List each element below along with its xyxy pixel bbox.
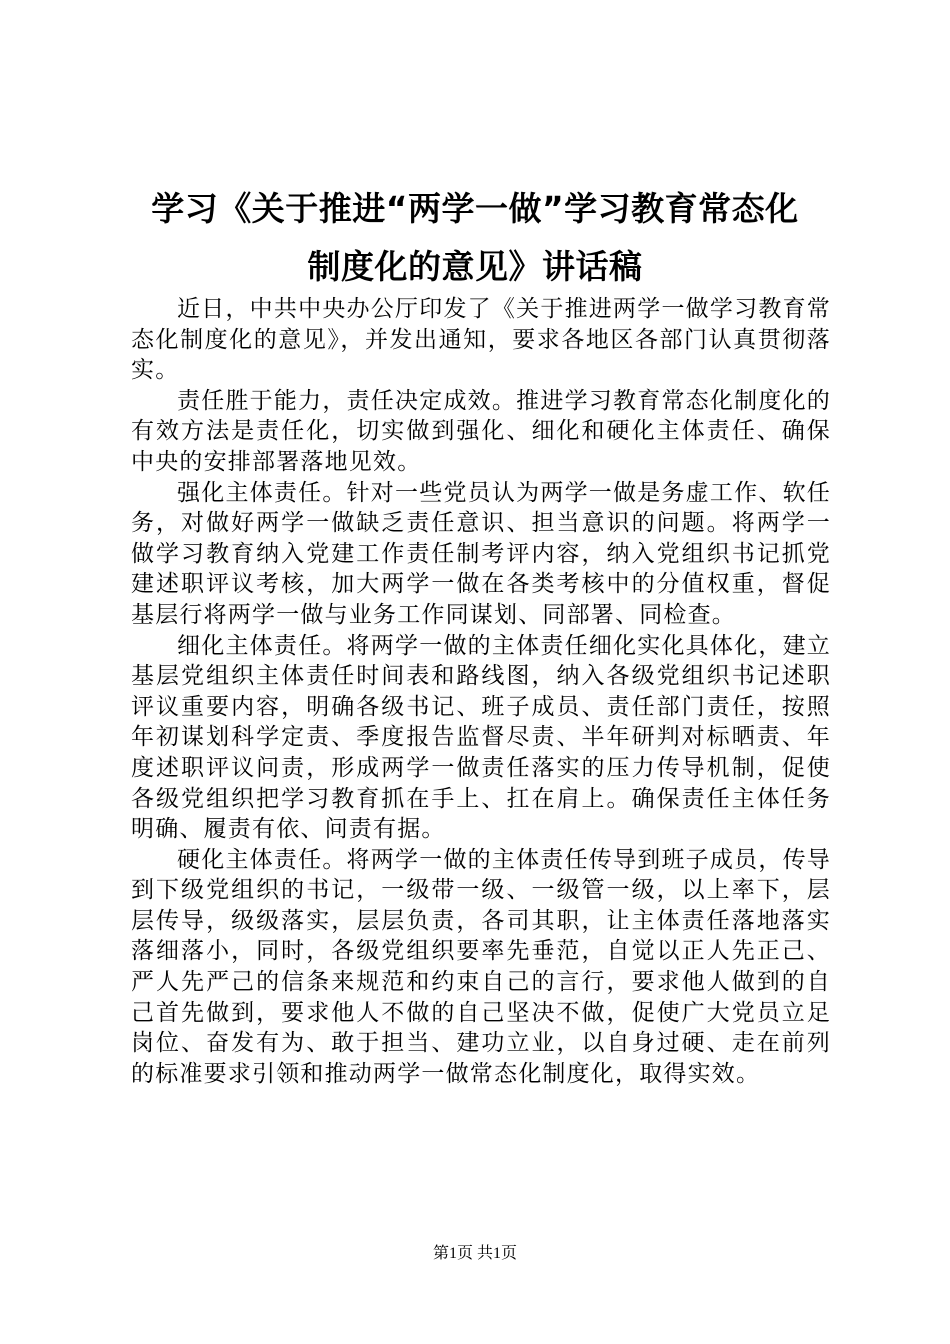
title-line-1: 学习《关于推进“两学一做”学习教育常态化 [151,189,799,228]
document-title [100,180,850,296]
paragraph: 细化主体责任。将两学一做的主体责任细化实化具体化，建立基层党组织主体责任时间表和路线图，纳入各级党组织书记述职评议重要内容，明确各级书记、班子成员、责任部门责任，按照年初谋划科学定责、季度报告监督尽责、半年研判对标晒责、年度述职评议问责，形成两学一做责任落实的压力传导机制，促使各级党组织把学习教育抓在手上、扛在肩上。确保责任主体任务明确、履责有依、问责有据。 [131,632,831,843]
paragraph: 硬化主体责任。将两学一做的主体责任传导到班子成员，传导到下级党组织的书记，一级带一级、一级管一级，以上率下，层层传导，级级落实，层层负责，各司其职，让主体责任落地落实落细落小，同时，各级党组织要率先垂范，自觉以正人先正己、严人先严己的信条来规范和约束自己的言行，要求他人做到的自己首先做到，要求他人不做的自己坚决不做，促使广大党员立足岗位、奋发有为、敢于担当、建功立业，以自身过硬、走在前列的标准要求引领和推动两学一做常态化制度化，取得实效。 [131,846,831,1087]
title-line-2: 制度化的意见》讲话稿 [307,247,643,286]
paragraph: 强化主体责任。针对一些党员认为两学一做是务虚工作、软任务，对做好两学一做缺乏责任意识、担当意识的问题。将两学一做学习教育纳入党建工作责任制考评内容，纳入党组织书记抓党建述职评议考核，加大两学一做在各类考核中的分值权重，督促基层行将两学一做与业务工作同谋划、同部署、同检查。 [131,479,831,628]
document-body [131,294,831,1089]
paragraph: 责任胜于能力，责任决定成效。推进学习教育常态化制度化的有效方法是责任化，切实做到强化、细化和硬化主体责任、确保中央的安排部署落地见效。 [131,387,831,475]
page-footer: 第1页 共1页 [432,1245,517,1262]
paragraph: 近日，中共中央办公厅印发了《关于推进两学一做学习教育常态化制度化的意见》，并发出通知，要求各地区各部门认真贯彻落实。 [131,296,831,384]
